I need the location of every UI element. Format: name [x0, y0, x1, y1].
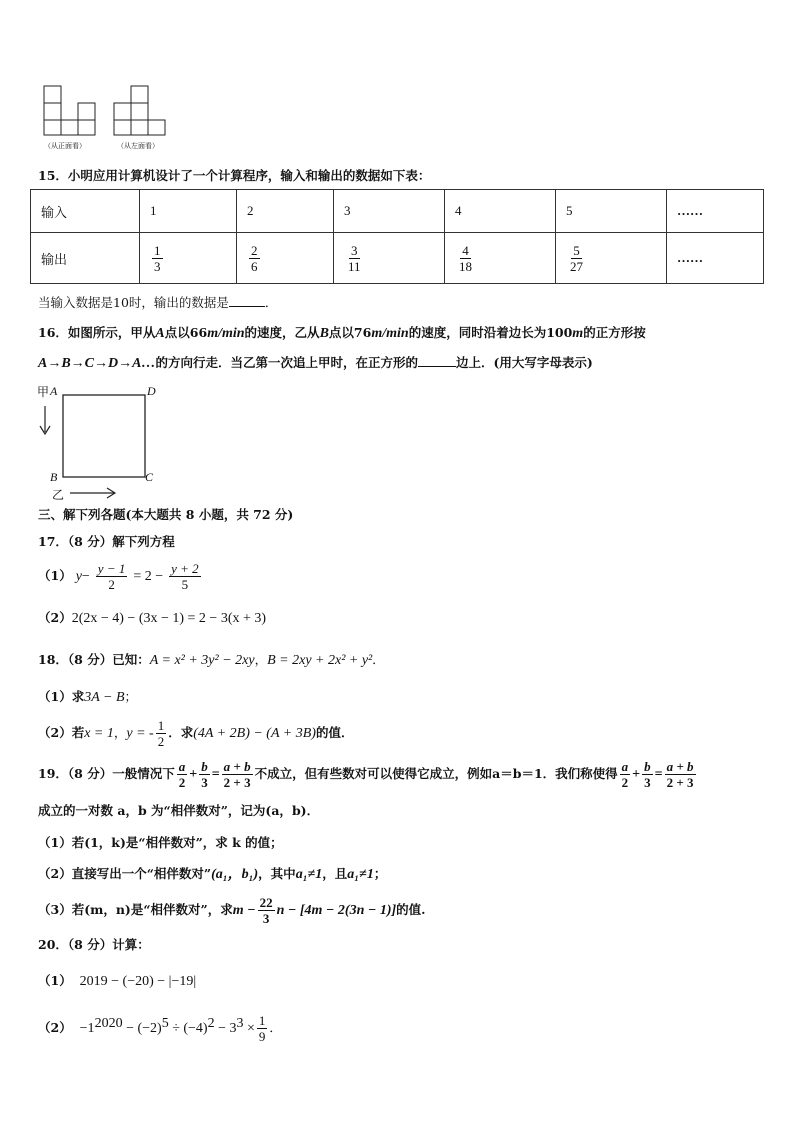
output-ellipsis: …… — [667, 233, 764, 284]
q16-text: 的正方形按 — [583, 325, 646, 340]
fraction-numerator: a — [178, 759, 186, 774]
label-yi: 乙 — [52, 488, 65, 502]
label-B: B — [50, 470, 58, 484]
output-numerator: 3 — [351, 242, 358, 258]
q18-part1 — [38, 688, 137, 707]
output-denominator: 18 — [459, 258, 472, 274]
q16-text: 的方向行走．当乙第一次追上甲时，在正方形的 — [155, 355, 418, 370]
q19-text: ，其中 — [258, 866, 296, 881]
output-cell — [237, 233, 334, 284]
row-label-input: 输入 — [31, 190, 140, 233]
q19-line2: 成立的一对数 a，b 为“相伴数对”，记为(a，b)． — [38, 803, 320, 818]
label-C: C — [145, 470, 154, 484]
expression: −1 — [79, 1021, 95, 1037]
plus-sign: + — [189, 767, 198, 782]
q18-header — [38, 651, 385, 670]
fraction-denominator: 2 — [108, 577, 115, 592]
exponent: 2020 — [94, 1016, 123, 1031]
var-y: y — [75, 569, 82, 584]
q17-part2 — [38, 609, 266, 628]
pair: (a₁，b₁) — [211, 867, 259, 882]
separator: ， — [254, 652, 268, 667]
x-value: x = 1 — [84, 726, 114, 741]
q15-text: 小明应用计算机设计了一个计算程序，输入和输出的数据如下表： — [67, 168, 431, 183]
fraction-numerator: 1 — [258, 1013, 266, 1029]
part-label: （1）求 — [38, 689, 85, 704]
exponent: 3 — [236, 1016, 244, 1031]
fraction-denominator: 3 — [644, 775, 651, 790]
input-cell: 1 — [140, 190, 237, 233]
expression: − 3 — [214, 1021, 237, 1037]
q15-ask — [38, 294, 277, 312]
q16-text: 如图所示，甲从 — [67, 325, 156, 340]
equals-part: = 2 − — [133, 569, 164, 584]
q17-header: 17．（8 分）解下列方程 — [38, 534, 175, 549]
expr-B: B = 2xy + 2x² + y² — [267, 653, 373, 668]
y-value: y = - — [126, 726, 154, 741]
equals-sign: = — [654, 767, 663, 782]
output-numerator: 2 — [251, 242, 258, 258]
q20-part2 — [38, 1006, 282, 1047]
part-label: （1） — [38, 973, 72, 988]
fraction-numerator: y − 1 — [97, 561, 126, 576]
expression: 3A − B — [84, 690, 125, 705]
fraction-denominator: 3 — [262, 911, 270, 926]
q16-line1 — [38, 324, 646, 343]
q15-number: 15． — [38, 168, 68, 183]
front-view-grid — [44, 86, 95, 135]
unit-m: m — [572, 326, 584, 341]
q17-part1 — [38, 558, 203, 595]
io-table — [30, 189, 764, 284]
q19-text: 的值. — [396, 902, 426, 917]
part-label: （2） — [38, 1020, 72, 1036]
q16-text: 的速度，乙从 — [244, 325, 320, 340]
q16-line2 — [38, 354, 593, 373]
period: ． — [269, 1020, 282, 1036]
part-label: （1） — [38, 568, 72, 583]
expr-A: A = x² + 3y² − 2xy — [149, 653, 255, 668]
expression: m − — [232, 903, 256, 918]
walk-path: A→B→C→D→A… — [38, 356, 156, 371]
q15-ask-end: ． — [264, 295, 278, 310]
left-view-caption: （从左面看） — [117, 142, 159, 150]
exponent: 2 — [207, 1016, 215, 1031]
fraction-denominator: 2 — [178, 775, 186, 790]
fraction-numerator: y + 2 — [171, 561, 199, 576]
fraction-denominator: 9 — [258, 1029, 266, 1045]
expression: ÷ (−4) — [168, 1021, 208, 1037]
square — [63, 395, 145, 477]
speed-yi: 76 — [353, 325, 372, 340]
exponent: 5 — [161, 1016, 169, 1031]
expression: 2019 − (−20) − |−19| — [79, 974, 197, 989]
part-label: （2）若 — [38, 725, 85, 740]
point-A: A — [155, 326, 165, 341]
output-denominator: 6 — [251, 258, 258, 274]
q16-text: 点以 — [328, 325, 354, 340]
label-D: D — [147, 384, 156, 398]
q15-ask-text: 当输入数据是10时，输出的数据是 — [38, 295, 229, 310]
q19-part1: （1）若(1，k)是“相伴数对”，求 k 的值； — [38, 835, 283, 850]
q18-label: 18．（8 分）已知： — [38, 652, 150, 667]
q18-part2 — [38, 716, 353, 751]
fraction-numerator: a + b — [223, 759, 251, 774]
plus-sign: + — [632, 767, 641, 782]
equation: 2(2x − 4) − (3x − 1) = 2 − 3(x + 3) — [71, 611, 267, 626]
q16-text: 边上．(用大写字母表示) — [455, 355, 593, 370]
expression: (4A + 2B) − (A + 3B) — [193, 726, 316, 741]
output-cell — [334, 233, 445, 284]
side-length: 100 — [546, 325, 573, 340]
fraction-numerator: b — [644, 759, 651, 774]
input-ellipsis: …… — [667, 190, 764, 233]
expression: × — [243, 1021, 255, 1037]
condition: a₁≠1 — [295, 867, 323, 882]
equals-sign: = — [211, 767, 220, 782]
table-row-input — [31, 190, 764, 233]
fraction-denominator: 5 — [181, 577, 189, 592]
input-cell: 4 — [445, 190, 556, 233]
front-view-caption: （从正面看） — [44, 142, 86, 150]
q19-text: ； — [373, 866, 387, 881]
output-cell — [445, 233, 556, 284]
expression: n − [4m − 2(3n − 1)] — [276, 903, 397, 918]
fraction-denominator: 2 — [157, 734, 165, 749]
expression: − (−2) — [122, 1021, 162, 1037]
comma: ， — [113, 725, 127, 740]
q19-text: （3）若(m，n)是“相伴数对”，求 — [38, 902, 233, 917]
fraction-numerator: 1 — [157, 718, 165, 733]
answer-blank — [229, 294, 265, 307]
fraction-numerator: 22 — [259, 895, 273, 910]
example: a＝b＝1 — [492, 766, 543, 781]
label-A: A — [50, 384, 58, 398]
speed-unit: m/min — [207, 326, 245, 341]
q16-number: 16． — [38, 325, 68, 340]
q18-text: 的值． — [315, 725, 354, 740]
output-denominator: 11 — [348, 258, 361, 274]
output-cell — [140, 233, 237, 284]
q15-prompt — [38, 167, 430, 185]
q19-line1 — [38, 757, 698, 792]
row-label-output: 输出 — [31, 233, 140, 284]
output-denominator: 3 — [154, 258, 161, 274]
fraction-denominator: 2 — [621, 775, 629, 790]
q19-part3 — [38, 893, 426, 928]
period: ． — [372, 652, 385, 667]
q20-part1 — [38, 972, 196, 991]
output-numerator: 5 — [573, 242, 580, 258]
speed-jia: 66 — [189, 325, 208, 340]
input-cell: 2 — [237, 190, 334, 233]
label-jia: 甲 — [37, 385, 50, 399]
fraction-numerator: a — [621, 759, 629, 774]
q19-part2 — [38, 865, 386, 884]
fraction-numerator: a + b — [666, 759, 694, 774]
q20-header: 20．（8 分）计算： — [38, 937, 150, 952]
input-cell: 3 — [334, 190, 445, 233]
q19-text: 19．（8 分）一般情况下 — [38, 766, 175, 781]
q16-text: 点以 — [164, 325, 190, 340]
q19-text: （2）直接写出一个“相伴数对” — [38, 866, 212, 881]
output-numerator: 4 — [462, 242, 469, 258]
speed-unit: m/min — [371, 326, 409, 341]
input-cell: 5 — [556, 190, 667, 233]
fraction-denominator: 3 — [201, 775, 208, 790]
output-numerator: 1 — [154, 242, 161, 258]
point-B: B — [319, 326, 329, 341]
q19-text: 不成立，但有些数对可以使得它成立，例如 — [254, 766, 493, 781]
condition: a₁≠1 — [347, 867, 374, 882]
fraction-denominator: 2 + 3 — [666, 775, 694, 790]
q16-text: 的速度，同时沿着边长为 — [408, 325, 547, 340]
minus-sign: − — [81, 569, 90, 584]
left-view-grid — [114, 86, 165, 135]
punct: ； — [124, 689, 138, 704]
q19-text: ，且 — [322, 866, 348, 881]
q19-text: ．我们称使得 — [542, 766, 618, 781]
output-denominator: 27 — [570, 258, 583, 274]
answer-blank — [418, 354, 456, 367]
table-row-output — [31, 233, 764, 284]
q18-text: ．求 — [168, 725, 194, 740]
output-cell — [556, 233, 667, 284]
section-3-title: 三、解下列各题(本大题共 8 小题，共 72 分) — [38, 507, 294, 522]
fraction-numerator: b — [201, 759, 208, 774]
fraction-denominator: 2 + 3 — [223, 775, 251, 790]
part-label: （2） — [38, 610, 72, 625]
